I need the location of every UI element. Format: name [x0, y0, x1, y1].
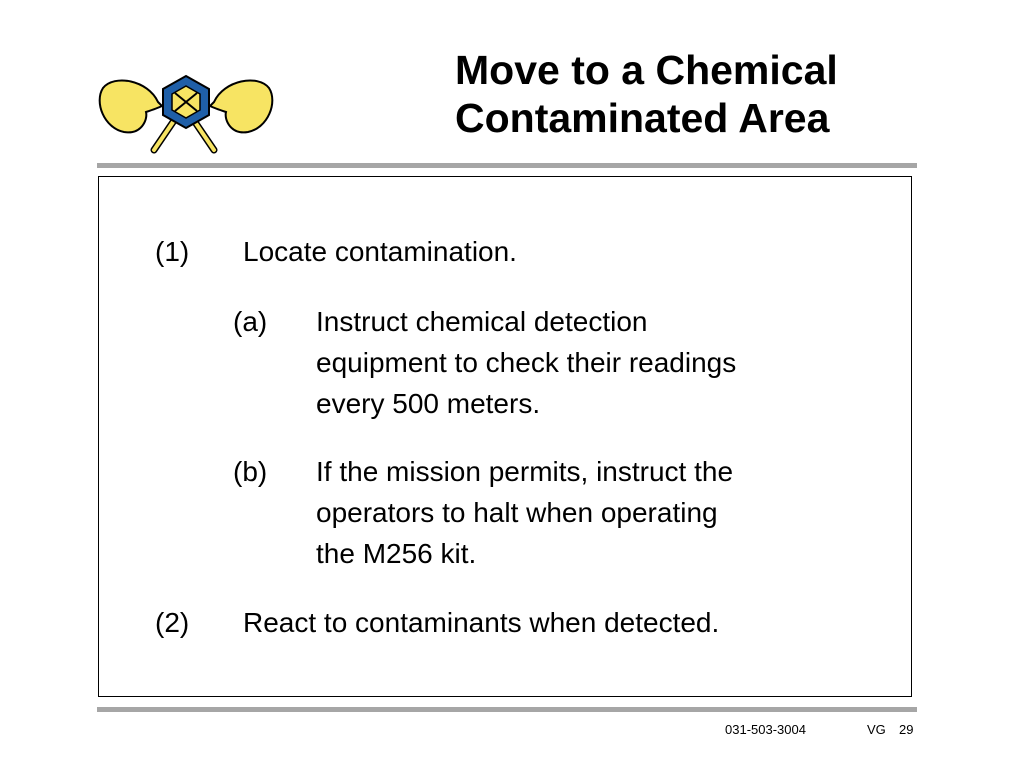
top-divider — [97, 163, 917, 168]
item-text: React to contaminants when detected. — [243, 607, 720, 638]
slide-title-line-1: Move to a Chemical — [455, 47, 838, 93]
item-text: Locate contamination. — [243, 236, 517, 267]
item-text — [316, 301, 736, 424]
item-text-line: every 500 meters. — [316, 388, 541, 419]
item-text-line: the M256 kit. — [316, 538, 477, 569]
item-text-line: operators to halt when operating — [316, 497, 718, 528]
footer-tag: VG — [867, 722, 886, 737]
item-marker: (b) — [233, 456, 268, 487]
page-number: 29 — [899, 722, 914, 737]
item-text — [316, 451, 733, 574]
item-marker: (2) — [155, 607, 190, 638]
footer-code: 031-503-3004 — [725, 722, 806, 737]
chemical-corps-logo-icon — [96, 62, 276, 154]
item-text-line: equipment to check their readings — [316, 347, 737, 378]
item-marker: (a) — [233, 306, 268, 337]
item-text-line: If the mission permits, instruct the — [316, 456, 734, 487]
slide-title — [455, 46, 975, 142]
item-text-line: Instruct chemical detection — [316, 306, 648, 337]
bottom-divider — [97, 707, 917, 712]
item-marker: (1) — [155, 236, 190, 267]
slide-title-line-2: Contaminated Area — [455, 95, 830, 141]
